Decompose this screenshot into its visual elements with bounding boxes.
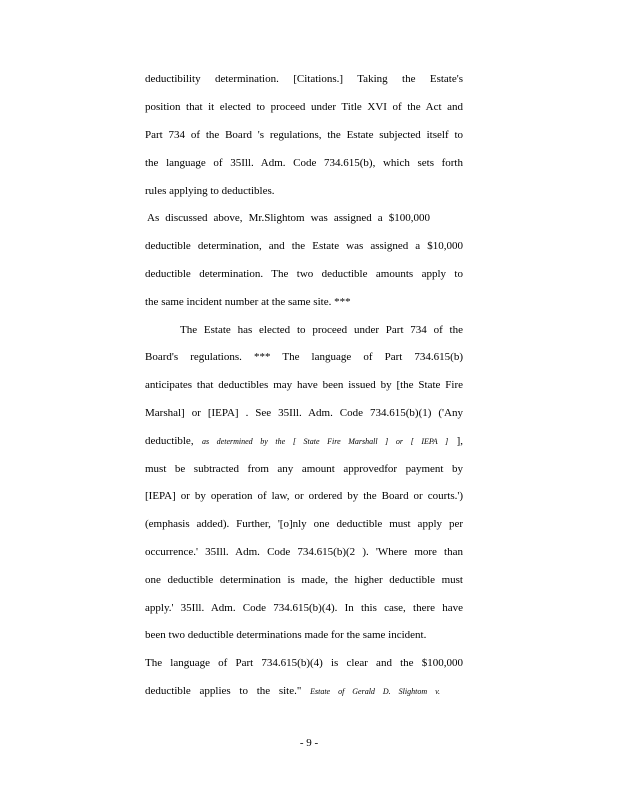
text-segment: deductible, xyxy=(145,435,194,447)
text-line: As discussed above, Mr.Slightom was assigned a $100,000 xyxy=(147,212,430,224)
text-line-with-italic xyxy=(145,434,463,449)
text-line: one deductible determination is made, the higher deductible must xyxy=(145,574,463,586)
italic-segment: Estate of Gerald D. Slightom v. xyxy=(310,687,440,696)
text-line: position that it elected to proceed under Title XVI of the Act and xyxy=(145,101,463,113)
page-number: - 9 - xyxy=(299,737,319,749)
text-line: deductible determination, and the Estate was assigned a $10,000 xyxy=(145,240,463,252)
text-line: the same incident number at the same site. *** xyxy=(145,296,351,308)
text-segment: deductible applies to the site." xyxy=(145,685,302,697)
text-line: Marshal] or [IEPA] . See 35Ill. Adm. Code 734.615(b)(1) ('Any xyxy=(145,407,463,419)
text-line: occurrence.' 35Ill. Adm. Code 734.615(b)(2 ). 'Where more than xyxy=(145,546,463,558)
text-line: must be subtracted from any amount approvedfor payment by xyxy=(145,463,463,475)
text-line: anticipates that deductibles may have been issued by [the State Fire xyxy=(145,379,463,391)
text-line: rules applying to deductibles. xyxy=(145,185,275,197)
text-line: (emphasis added). Further, '[o]nly one deductible must apply per xyxy=(145,518,463,530)
text-segment: ], xyxy=(456,435,463,447)
text-line-with-italic xyxy=(145,684,440,699)
text-line: The Estate has elected to proceed under Part 734 of the xyxy=(180,324,463,336)
text-line: deductibility determination. [Citations.] Taking the Estate's xyxy=(145,73,463,85)
text-line: [IEPA] or by operation of law, or ordered by the Board or courts.') xyxy=(145,490,463,502)
text-line: deductible determination. The two deductible amounts apply to xyxy=(145,268,463,280)
text-line: Board's regulations. *** The language of Part 734.615(b) xyxy=(145,351,463,363)
text-line: The language of Part 734.615(b)(4) is clear and the $100,000 xyxy=(145,657,463,669)
text-line: Part 734 of the Board 's regulations, the Estate subjected itself to xyxy=(145,129,463,141)
text-line: apply.' 35Ill. Adm. Code 734.615(b)(4). In this case, there have xyxy=(145,602,463,614)
italic-segment: as determined by the [ State Fire Marshall ] or [ IEPA ] xyxy=(201,437,449,446)
text-line: been two deductible determinations made for the same incident. xyxy=(145,629,427,641)
text-line: the language of 35Ill. Adm. Code 734.615(b), which sets forth xyxy=(145,157,463,169)
